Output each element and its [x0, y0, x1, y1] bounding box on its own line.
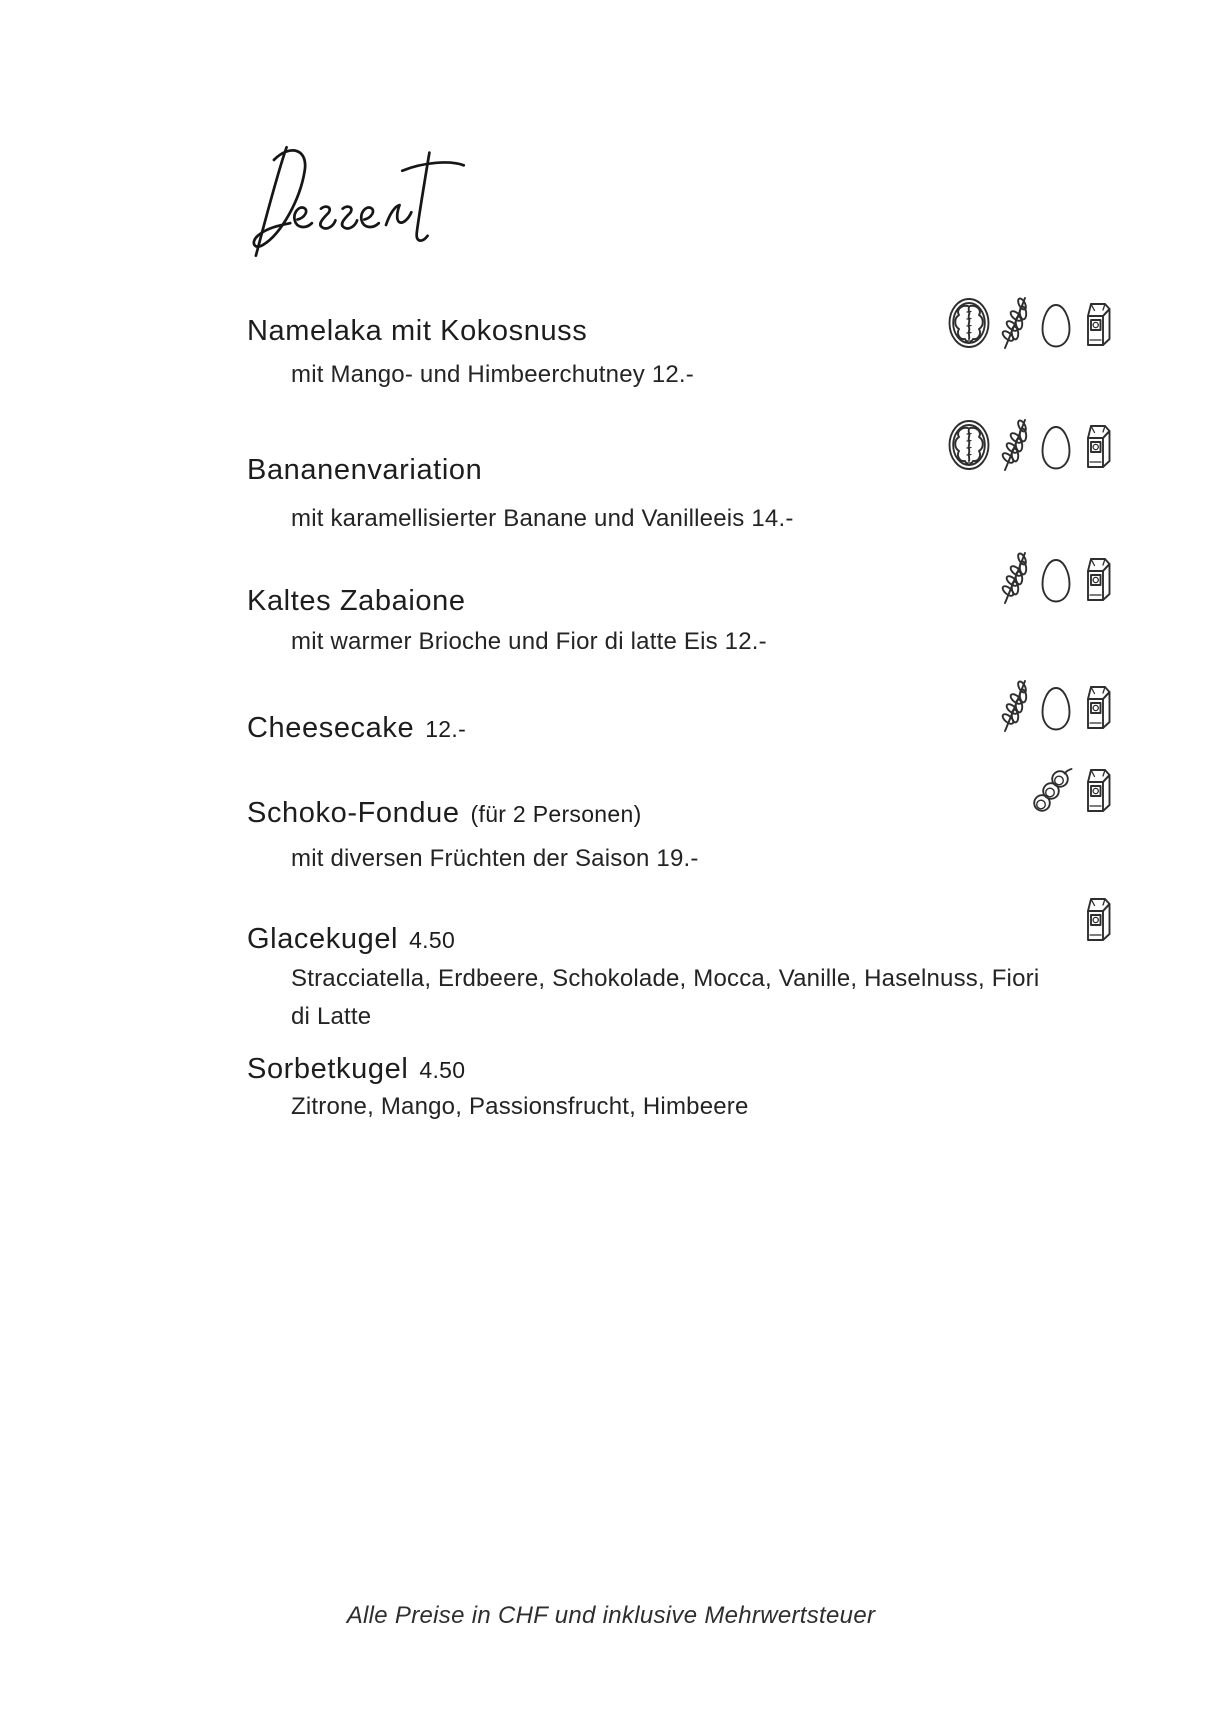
milk-carton-icon — [1083, 891, 1113, 945]
item-description: mit warmer Brioche und Fior di latte Eis 12.- — [291, 628, 767, 655]
allergen-icon-row — [999, 549, 1113, 605]
item-name: Glacekugel 4.50 — [247, 923, 456, 955]
item-name: Schoko-Fondue (für 2 Personen) — [247, 797, 642, 829]
item-description: Zitrone, Mango, Passionsfrucht, Himbeere — [291, 1093, 749, 1120]
item-name: Sorbetkugel 4.50 — [247, 1053, 466, 1085]
allergen-icon-row — [948, 416, 1113, 472]
item-name: Kaltes Zabaione — [247, 585, 466, 617]
dessert-script-title — [242, 140, 474, 262]
footer-note: Alle Preise in CHF und inklusive Mehrwertsteuer — [346, 1602, 876, 1629]
item-note: (für 2 Personen) — [470, 801, 642, 827]
milk-carton-icon — [1083, 418, 1113, 472]
item-price: 12.- — [425, 716, 467, 742]
egg-icon — [1038, 296, 1074, 350]
allergen-icon-row — [1083, 891, 1113, 945]
allergen-icon-row — [1030, 762, 1113, 816]
item-price: 4.50 — [409, 927, 456, 953]
item-description: mit karamellisierter Banane und Vanilleeis 14.- — [291, 505, 794, 532]
item-description: Stracciatella, Erdbeere, Schokolade, Mocca, Vanille, Haselnuss, Fiori di Latte — [291, 965, 1040, 1030]
wheat-icon — [999, 677, 1029, 733]
wheat-icon — [999, 294, 1029, 350]
item-name: Bananenvariation — [247, 454, 483, 486]
allergen-icon-row — [948, 294, 1113, 350]
item-description: mit diversen Früchten der Saison 19.- — [291, 845, 699, 872]
egg-icon — [1038, 418, 1074, 472]
milk-carton-icon — [1083, 762, 1113, 816]
milk-carton-icon — [1083, 551, 1113, 605]
walnut-icon — [948, 296, 990, 350]
egg-icon — [1038, 679, 1074, 733]
milk-carton-icon — [1083, 679, 1113, 733]
allergen-icon-row — [999, 677, 1113, 733]
item-name: Cheesecake 12.- — [247, 712, 467, 744]
item-description: mit Mango- und Himbeerchutney 12.- — [291, 361, 694, 388]
egg-icon — [1038, 551, 1074, 605]
item-name: Namelaka mit Kokosnuss — [247, 315, 588, 347]
walnut-icon — [948, 418, 990, 472]
milk-carton-icon — [1083, 296, 1113, 350]
wheat-icon — [999, 549, 1029, 605]
soy-pod-icon — [1030, 762, 1074, 816]
item-price: 4.50 — [419, 1057, 466, 1083]
wheat-icon — [999, 416, 1029, 472]
